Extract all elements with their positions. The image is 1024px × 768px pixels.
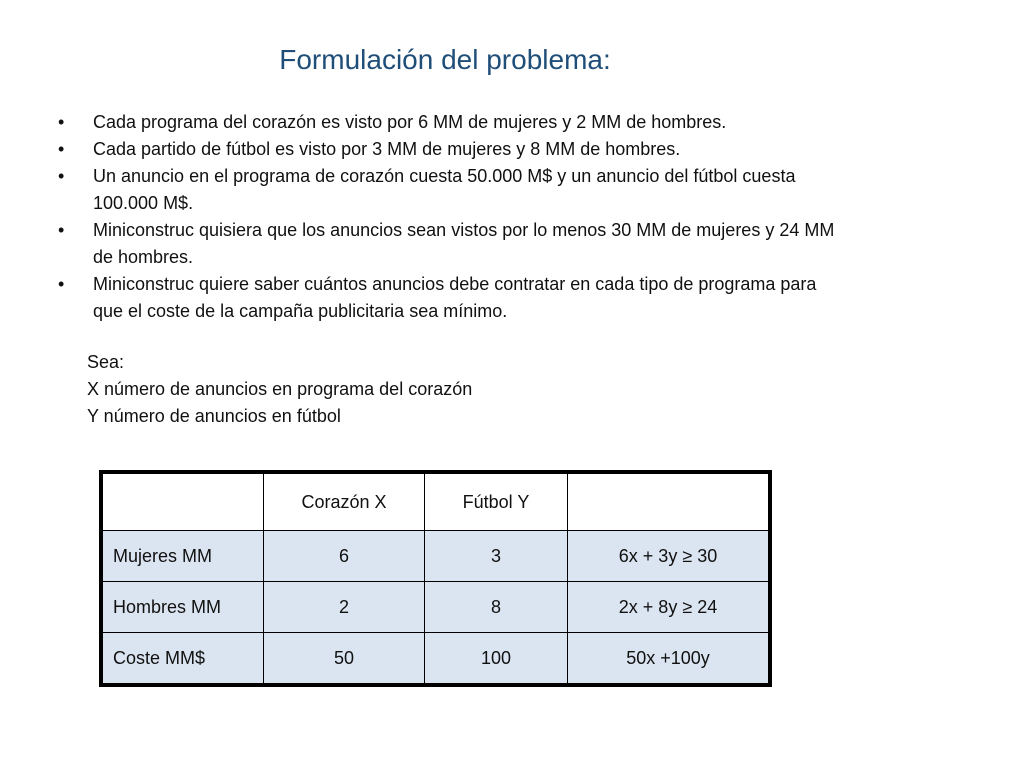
bullet-item bbox=[56, 271, 961, 325]
table-cell: 6 bbox=[264, 531, 425, 582]
bullet-icon: • bbox=[58, 112, 65, 132]
variable-definitions bbox=[87, 349, 472, 430]
bullet-list bbox=[56, 109, 961, 325]
table-row bbox=[103, 531, 769, 582]
bullet-text-continued: que el coste de la campaña publicitaria sea mínimo. bbox=[93, 301, 508, 321]
table-cell: 2 bbox=[264, 582, 425, 633]
bullet-text: Un anuncio en el programa de corazón cuesta 50.000 M$ y un anuncio del fútbol cuesta bbox=[93, 166, 796, 186]
table-header-row bbox=[103, 474, 769, 531]
bullet-item bbox=[56, 109, 961, 136]
table-cell: 100 bbox=[425, 633, 568, 684]
table-cell: 6x + 3y ≥ 30 bbox=[568, 531, 769, 582]
header-cell bbox=[103, 474, 264, 531]
page-title: Formulación del problema: bbox=[279, 44, 611, 75]
definitions-intro: Sea: bbox=[87, 352, 125, 372]
row-label-cell: Hombres MM bbox=[103, 582, 264, 633]
bullet-icon: • bbox=[58, 166, 65, 186]
row-label-cell: Mujeres MM bbox=[103, 531, 264, 582]
bullet-text: Cada partido de fútbol es visto por 3 MM de mujeres y 8 MM de hombres. bbox=[93, 139, 681, 159]
bullet-icon: • bbox=[58, 139, 65, 159]
header-cell bbox=[568, 474, 769, 531]
data-table bbox=[99, 470, 772, 687]
bullet-item bbox=[56, 136, 961, 163]
header-cell: Corazón X bbox=[264, 474, 425, 531]
table-row bbox=[103, 633, 769, 684]
row-label-cell: Coste MM$ bbox=[103, 633, 264, 684]
bullet-text: Miniconstruc quiere saber cuántos anuncios debe contratar en cada tipo de programa para bbox=[93, 274, 817, 294]
bullet-text-continued: de hombres. bbox=[93, 247, 194, 267]
table-cell: 2x + 8y ≥ 24 bbox=[568, 582, 769, 633]
header-cell: Fútbol Y bbox=[425, 474, 568, 531]
bullet-item bbox=[56, 163, 961, 217]
bullet-text: Cada programa del corazón es visto por 6 MM de mujeres y 2 MM de hombres. bbox=[93, 112, 727, 132]
x-definition: X número de anuncios en programa del corazón bbox=[87, 379, 473, 399]
bullet-text: Miniconstruc quisiera que los anuncios sean vistos por lo menos 30 MM de mujeres y 24 MM bbox=[93, 220, 835, 240]
table-row bbox=[103, 582, 769, 633]
bullet-text-continued: 100.000 M$. bbox=[93, 193, 194, 213]
table-cell: 50 bbox=[264, 633, 425, 684]
bullet-item bbox=[56, 217, 961, 271]
bullet-icon: • bbox=[58, 220, 65, 240]
y-definition: Y número de anuncios en fútbol bbox=[87, 406, 341, 426]
table-cell: 8 bbox=[425, 582, 568, 633]
bullet-icon: • bbox=[58, 274, 65, 294]
table-cell: 50x +100y bbox=[568, 633, 769, 684]
table-cell: 3 bbox=[425, 531, 568, 582]
